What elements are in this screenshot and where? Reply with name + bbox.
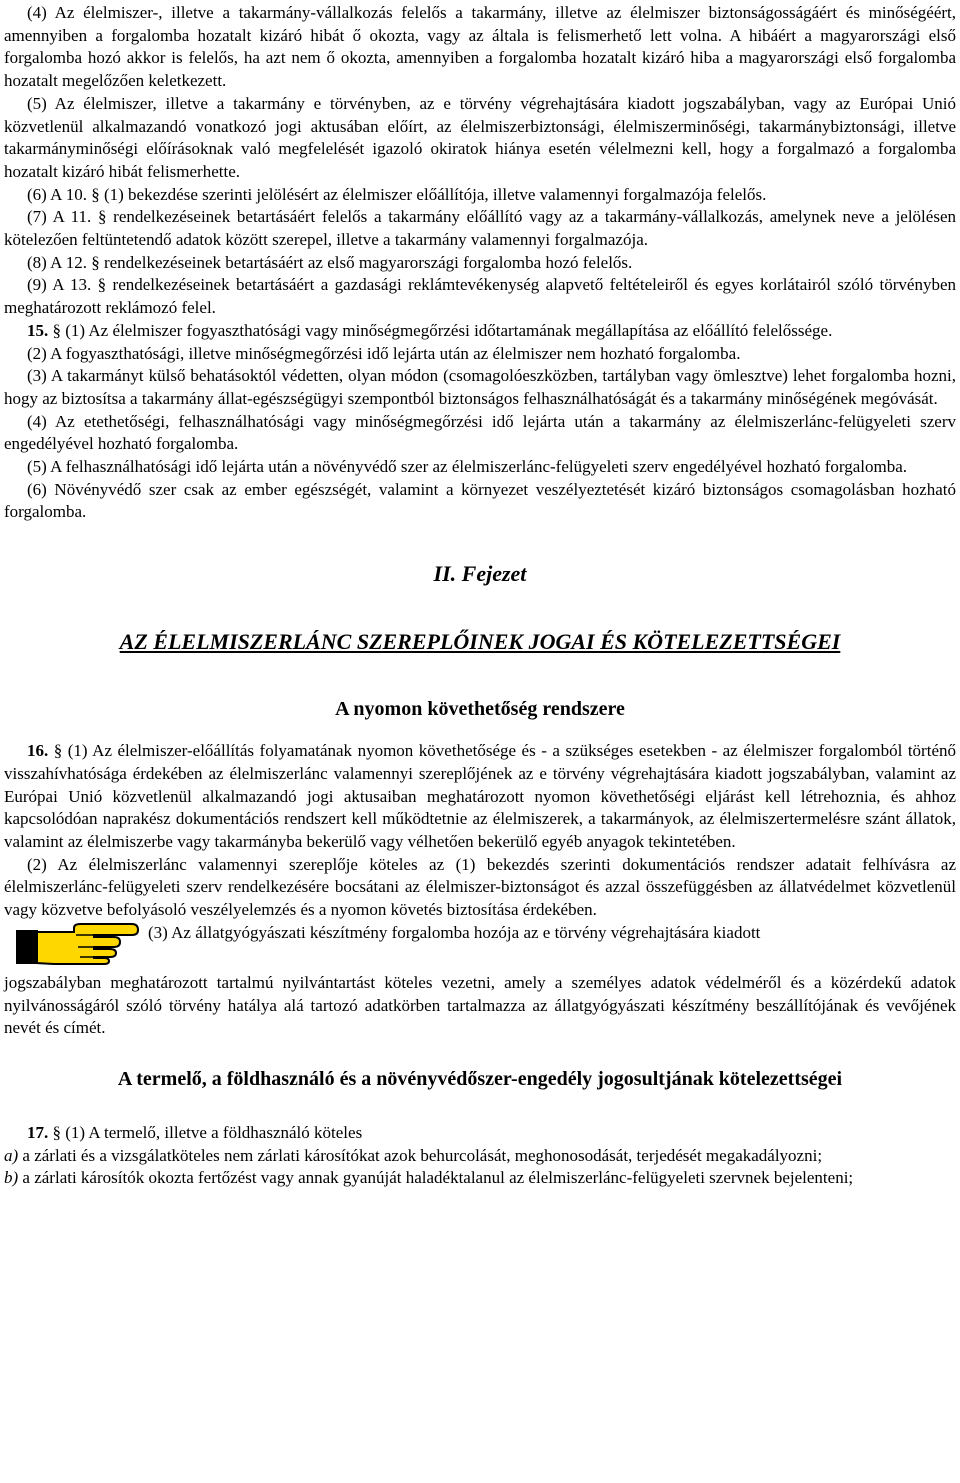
section-text: § (1) Az élelmiszer-előállítás folyamatának nyomon követhetősége és - a szükséges esetekben - az élelmiszer forgalomból történő visszahívhatósága érdekében az élelmiszerlánc valamennyi szereplőjének az e törvény végrehajtására kiadott jogszabályban, valamint az Európai Unió közvetlenül alkalmazandó jogi aktusaiban meghatározott nyomon követhetőségi eljárást kell létrehoznia, és ahhoz kapcsolódóan naprakész dokumentációs rendszert kell működtetnie az élelmiszerek, a takarmányok, az élelmiszertermelésre szánt állatok, valamint az élelmiszerbe vagy takarmányba bekerülő vagy vélhetően bekerülő egyéb anyagok tekintetében. bbox=[4, 741, 956, 851]
point-label: a) bbox=[4, 1145, 19, 1165]
section-number: 17. bbox=[27, 1122, 49, 1142]
paragraph-14-9: (9) A 13. § rendelkezéseinek betartásáért a gazdasági reklámtevékenység alapvető feltételeiről és egyes korlátairól szóló törvényben meghatározott reklámozó felel. bbox=[4, 275, 956, 318]
document-page bbox=[4, 2, 956, 1190]
paragraph-14-4: (4) Az élelmiszer-, illetve a takarmány-vállalkozás felelős a takarmány, illetve az élelmiszer biztonságosságáért és minőségéért, amennyiben a forgalomba hozatalt kizáró hibát ő okozta, vagy az általa is felismerhető lett volna. A hibáért a magyarországi első forgalomba hozó akkor is felelős, ha azt nem ő okozta, amennyiben a forgalomba hozatalt kizáró hiba a magyarországi első forgalomba hozatalt megelőzően keletkezett. bbox=[4, 3, 956, 91]
section-number: 16. bbox=[27, 741, 49, 761]
section-16-paragraph-2: (2) Az élelmiszerlánc valamennyi szereplője köteles az (1) bekezdés szerinti dokumentációs rendszer adatait felhívásra az élelmiszerlánc-felügyeleti szerv rendelkezésére bocsátani az élelmiszer-biztonságot és azzal összefüggésben az állatvédelmet közvetlenül vagy közvetve befolyásoló veszélyelemzés és a nyomon követés biztosítása érdekében. bbox=[4, 854, 956, 920]
section-16-paragraph-1 bbox=[4, 740, 956, 854]
section-15-paragraph-1 bbox=[4, 320, 956, 343]
subheading-traceability: A nyomon követhetőség rendszere bbox=[335, 698, 625, 721]
paragraph-14-8: (8) A 12. § rendelkezéseinek betartásáért az első magyarországi forgalomba hozó felelős. bbox=[27, 252, 633, 272]
point-text: a zárlati és a vizsgálatköteles nem zárlati károsítókat azok behurcolását, meghonosodását, terjedését megakadályozni; bbox=[18, 1145, 823, 1165]
section-15-paragraph-6: (6) Növényvédő szer csak az ember egészségét, valamint a környezet veszélyeztetését kizáró biztonságos csomagolásban hozható forgalomba. bbox=[4, 479, 956, 522]
subheading-producer-obligations: A termelő, a földhasználó és a növényvédőszer-engedély jogosultjának kötelezettségei bbox=[117, 1067, 843, 1090]
section-15-paragraph-4: (4) Az etethetőségi, felhasználhatósági vagy minőségmegőrzési idő lejárta után a takarmány az élelmiszerlánc-felügyeleti szerv engedélyével hozható forgalomba. bbox=[4, 411, 956, 454]
section-16-paragraph-3-continued: jogszabályban meghatározott tartalmú nyilvántartást köteles vezetni, amely a személyes adatok védelméről és a közérdekű adatok nyilvánosságáról szóló törvény hatálya alá tartozó adatkörben tartalmazza az állatgyógyászati készítmény beszállítójának és vevőjének nevét és címét. bbox=[4, 972, 956, 1038]
section-16-paragraph-3-first-line bbox=[4, 922, 956, 966]
section-15-paragraph-2: (2) A fogyaszthatósági, illetve minőségmegőrzési idő lejárta után az élelmiszer nem hozható forgalomba. bbox=[27, 343, 741, 363]
section-17-point-b bbox=[4, 1167, 956, 1190]
paragraph-14-5: (5) Az élelmiszer, illetve a takarmány e törvényben, az e törvény végrehajtására kiadott jogszabályban, vagy az Európai Unió közvetlenül alkalmazandó vonatkozó jogi aktusában előírt, az élelmiszerbiztonsági, élelmiszerminőségi, takarmánybiztonsági, illetve takarmányminőségi előírásoknak való megfelelését igazoló okiratok hiánya esetén vélelmezni kell, hogy a forgalmazó a forgalomba hozatalt kizáró hibát felismerhette. bbox=[4, 93, 956, 181]
point-label: b) bbox=[4, 1168, 19, 1188]
section-16-paragraph-3-text-start: (3) Az állatgyógyászati készítmény forgalomba hozója az e törvény végrehajtására kiadott bbox=[148, 922, 761, 942]
section-number: 15. bbox=[27, 320, 49, 340]
section-15-paragraph-5: (5) A felhasználhatósági idő lejárta után a növényvédő szer az élelmiszerlánc-felügyeleti szerv engedélyével hozható forgalomba. bbox=[27, 457, 908, 477]
section-15-paragraph-3: (3) A takarmányt külső behatásoktól védetten, olyan módon (csomagolóeszközben, tartályban vagy ömlesztve) lehet forgalomba hozni, hogy az biztosítsa a takarmány állat-egészségügyi szempontból biztonságos felhasználhatóságát és a takarmány minőségének megóvását. bbox=[4, 366, 956, 408]
point-text: a zárlati károsítók okozta fertőzést vagy annak gyanúját haladéktalanul az élelmiszerlánc-felügyeleti szervnek bejelenteni; bbox=[18, 1168, 854, 1188]
section-text: § (1) A termelő, illetve a földhasználó köteles bbox=[48, 1122, 363, 1142]
chapter-title: AZ ÉLELMISZERLÁNC SZEREPLŐINEK JOGAI ÉS KÖTELEZETTSÉGEI bbox=[119, 629, 841, 655]
paragraph-14-6: (6) A 10. § (1) bekezdése szerinti jelölésért az élelmiszer előállítója, illetve valamennyi forgalmazója felelős. bbox=[27, 184, 767, 204]
paragraph-14-7: (7) A 11. § rendelkezéseinek betartásáért felelős a takarmány előállító vagy az a takarmány-vállalkozás, amelynek neve a jelölésen kötelezően feltüntetendő adatok között szerepel, illetve a takarmány valamennyi forgalmazója. bbox=[4, 207, 956, 250]
pointing-hand-icon bbox=[14, 922, 142, 966]
section-17-point-a bbox=[4, 1145, 956, 1168]
section-17-paragraph-1 bbox=[4, 1122, 956, 1145]
chapter-heading: II. Fejezet bbox=[433, 561, 527, 587]
section-text: § (1) Az élelmiszer fogyaszthatósági vagy minőségmegőrzési időtartamának megállapítása az előállító felelőssége. bbox=[48, 320, 833, 340]
